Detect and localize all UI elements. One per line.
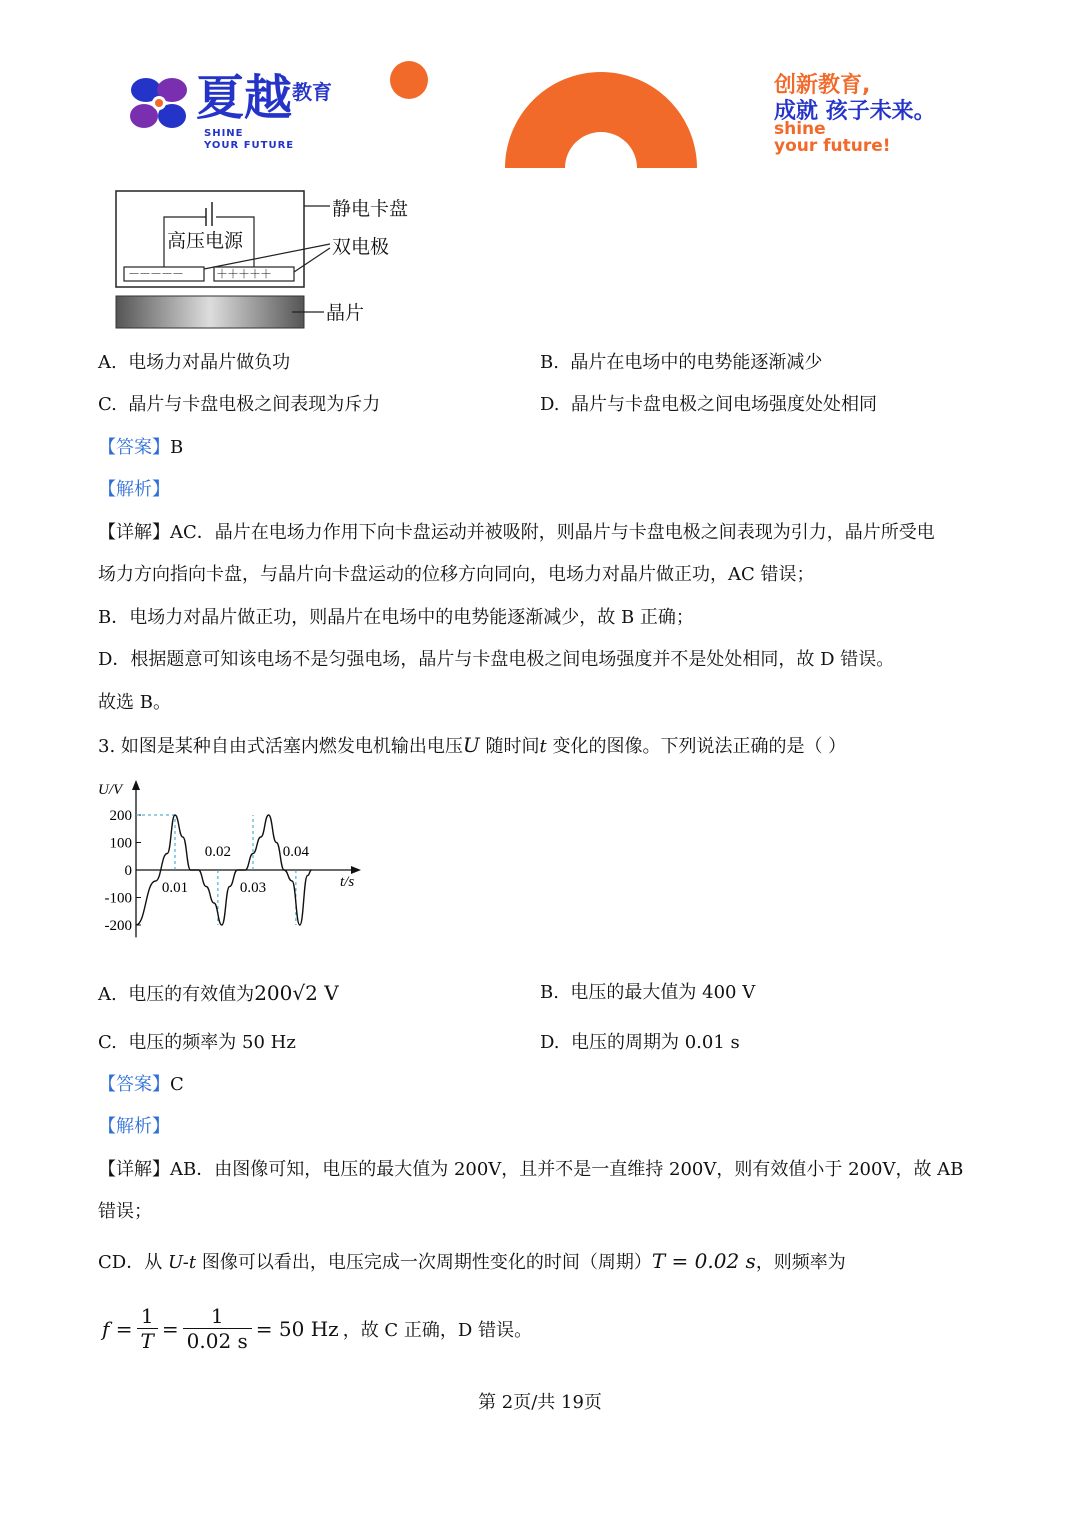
neg-electrode-label: －－－－－ [128, 267, 184, 281]
decorative-arc-icon [385, 58, 705, 173]
q3-detail-line-1: 【详解】AB．由图像可知，电压的最大值为 200V，且并不是一直维持 200V，则有效值小于 200V，故 AB [98, 1159, 964, 1180]
slogan-line-2: 成就 孩子未来。 [774, 99, 936, 124]
y-tick-label: 200 [109, 808, 132, 824]
y-tick-label: -100 [104, 890, 132, 907]
x-annotation: 0.02 [204, 844, 232, 860]
brand-suffix: 教育 [292, 80, 332, 104]
figure-electrostatic-chuck [108, 186, 438, 336]
q2-detail-line-4: D．根据题意可知该电场不是匀强电场，晶片与卡盘电极之间电场强度并不是处处相同，故 D 错误。 [98, 649, 895, 670]
brand-name: 夏越 [196, 70, 293, 126]
y-axis-arrow-icon [132, 780, 140, 790]
slogan-line-1: 创新教育, [774, 73, 871, 98]
q2-answer: 【答案】B [98, 437, 184, 458]
y-tick-label: 0 [124, 863, 132, 879]
q2-analysis-tag: 【解析】 [98, 479, 170, 500]
electrodes-label: 双电极 [332, 236, 390, 258]
q3-option-b: B. 电压的最大值为 400 V [540, 982, 756, 1003]
header [0, 0, 1080, 190]
voltage-chart-svg [92, 774, 372, 954]
x-annotation: 0.04 [282, 844, 310, 860]
y-tick-label: 100 [109, 835, 132, 852]
formula-f: f = [102, 1316, 133, 1341]
q2-detail-line-5: 故选 B。 [98, 692, 171, 713]
fraction-2: $\frac{1}{0.02 s}$ [183, 1304, 252, 1353]
brand-tagline-2: YOUR FUTURE [204, 140, 295, 151]
q3-analysis-tag: 【解析】 [98, 1116, 170, 1137]
power-label: 高压电源 [166, 226, 244, 253]
fraction-1: $\frac{1}{T}$ [137, 1304, 158, 1353]
slogan-line-4: your future! [774, 136, 891, 156]
wafer-label: 晶片 [326, 302, 365, 324]
q2-option-a: A. 电场力对晶片做负功 [98, 352, 291, 373]
q3-option-d: D. 电压的周期为 0.01 s [540, 1032, 740, 1053]
formula-result: = 50 Hz [255, 1316, 339, 1341]
page-number: 第 2页/共 19页 [478, 1392, 602, 1413]
y-axis-label: U/V [98, 782, 123, 798]
x-annotation: 0.03 [239, 880, 267, 896]
y-tick-label: -200 [104, 918, 132, 934]
q2-option-c: C. 晶片与卡盘电极之间表现为斥力 [98, 394, 381, 415]
frequency-formula [102, 1304, 532, 1353]
x-axis-arrow-icon [351, 866, 361, 874]
x-axis-label: t/s [340, 874, 355, 890]
formula-tail: ，故 C 正确，D 错误。 [342, 1319, 533, 1341]
q3-option-c: C. 电压的频率为 50 Hz [98, 1032, 296, 1053]
disk-label: 静电卡盘 [332, 198, 409, 220]
q3-detail-line-3: CD．从 U-t 图像可以看出，电压完成一次周期性变化的时间（周期）T = 0.02 s，则频率为 [98, 1249, 846, 1273]
slogan-line-3: shine [774, 119, 826, 139]
q2-option-d: D. 晶片与卡盘电极之间电场强度处处相同 [540, 394, 877, 415]
q2-option-b: B. 晶片在电场中的电势能逐渐减少 [540, 352, 823, 373]
q2-detail-line-1: 【详解】AC．晶片在电场力作用下向卡盘运动并被吸附，则晶片与卡盘电极之间表现为引力，晶片所受电 [98, 522, 935, 543]
voltage-chart [92, 774, 372, 954]
q3-stem: 3. 如图是某种自由式活塞内燃发电机输出电压U 随时间t 变化的图像。下列说法正确的是（ ） [98, 733, 847, 757]
q2-detail-line-3: B．电场力对晶片做正功，则晶片在电场中的电势能逐渐减少，故 B 正确； [98, 607, 694, 628]
x-annotation: 0.01 [161, 880, 189, 896]
q3-detail-line-2: 错误； [98, 1201, 152, 1222]
q3-answer: 【答案】C [98, 1074, 184, 1095]
q3-option-a: A. 电压的有效值为200√2 V [98, 981, 339, 1005]
q2-detail-line-2: 场力方向指向卡盘，与晶片向卡盘运动的位移方向同向，电场力对晶片做正功，AC 错误； [98, 564, 815, 585]
pos-electrode-label: ＋＋＋＋＋ [216, 267, 272, 281]
brand-tagline-1: SHINE [204, 128, 244, 139]
formula-eq: = [161, 1316, 179, 1341]
brand-logo-icon [128, 76, 190, 132]
